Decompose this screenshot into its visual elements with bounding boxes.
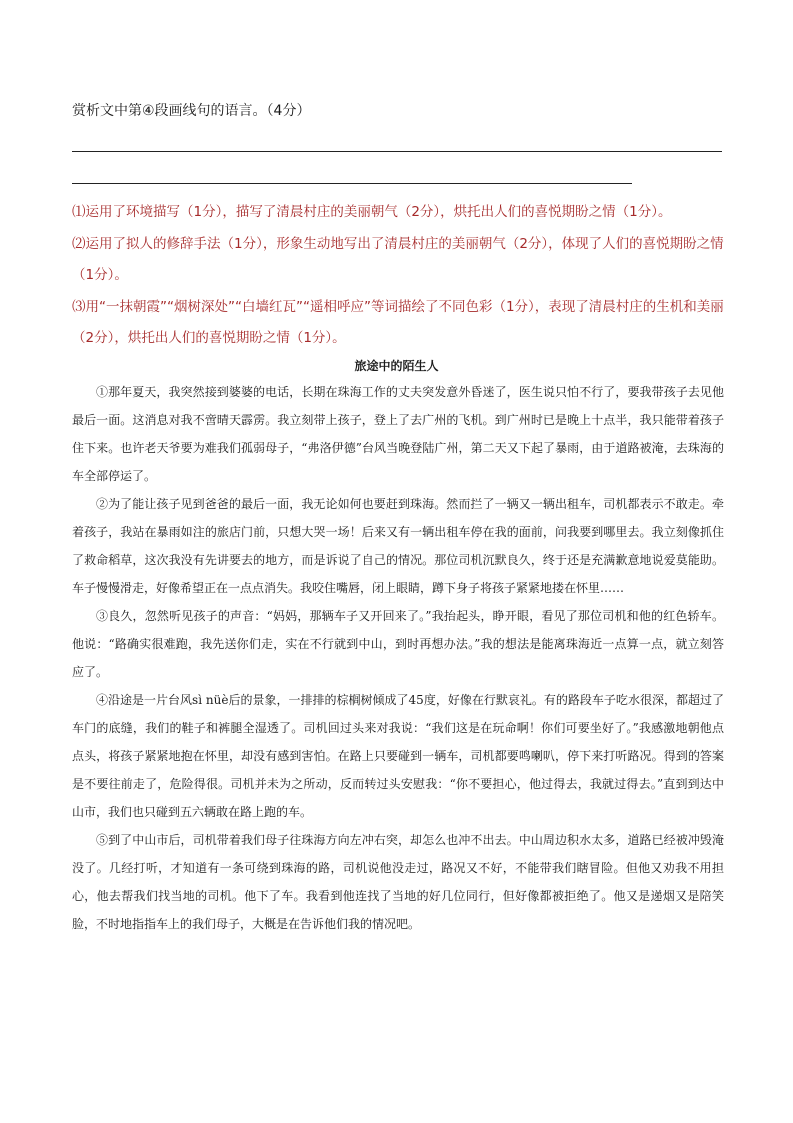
answer-blank-line-1 (72, 151, 722, 152)
answer-key-item-3: ⑶用“一抹朝霞”“烟树深处”“白墙红瓦”“遥相呼应”等词描绘了不同色彩（1分），表现了清晨村庄的生机和美丽（2分），烘托出人们的喜悦期盼之情（1分）。 (72, 298, 724, 346)
answer-key-item-1: ⑴运用了环境描写（1分），描写了清晨村庄的美丽朝气（2分），烘托出人们的喜悦期盼之情（1分）。 (72, 204, 672, 220)
answer-key-item-2: ⑵运用了拟人的修辞手法（1分），形象生动地写出了清晨村庄的美丽朝气（2分），体现了人们的喜悦期盼之情（1分）。 (72, 235, 724, 283)
answer-key (72, 197, 724, 355)
story-paragraph-2: ②为了能让孩子见到爸爸的最后一面，我无论如何也要赶到珠海。然而拦了一辆又一辆出租车，司机都表示不敢走。牵着孩子，我站在暴雨如注的旅店门前，只想大哭一场！后来又有一辆出租车停在我的面前，问我要到哪里去。我立刻像抓住了救命稻草，这次我没有先讲要去的地方，而是诉说了自己的情况。那位司机沉默良久，终于还是充满歉意地说爱莫能助。车子慢慢滑走，好像希望正在一点点消失。我咬住嘴唇，闭上眼睛，蹲下身子将孩子紧紧地搂在怀里…… (72, 497, 724, 595)
story-body (72, 378, 724, 938)
story-paragraph-1: ①那年夏天，我突然接到婆婆的电话，长期在珠海工作的丈夫突发意外昏迷了，医生说只怕不行了，要我带孩子去见他最后一面。这消息对我不啻晴天霹雳。我立刻带上孩子，登上了去广州的飞机。到广州时已是晚上十点半，我只能带着孩子住下来。也许老天爷要为难我们孤弱母子，“弗洛伊德”台风当晚登陆广州，第二天又下起了暴雨，由于道路被淹，去珠海的车全部停运了。 (72, 385, 724, 483)
story-paragraph-5: ⑤到了中山市后，司机带着我们母子往珠海方向左冲右突，却怎么也冲不出去。中山周边积水太多，道路已经被冲毁淹没了。几经打听，才知道有一条可绕到珠海的路，司机说他没走过，路况又不好，不能带我们瞎冒险。但他又劝我不用担心，他去帮我们找当地的司机。他下了车。我看到他连找了当地的好几位同行，但好像都被拒绝了。他又是递烟又是陪笑脸，不时地指指车上的我们母子，大概是在告诉他们我的情况吧。 (72, 833, 724, 931)
story-paragraph-3: ③良久，忽然听见孩子的声音：“妈妈，那辆车子又开回来了。”我抬起头，睁开眼，看见了那位司机和他的红色轿车。他说：“路确实很难跑，我先送你们走，实在不行就到中山，到时再想办法。”我的想法是能离珠海近一点算一点，就立刻答应了。 (72, 609, 724, 679)
question-prompt: 赏析文中第④段画线句的语言。（4分） (72, 103, 311, 119)
story-paragraph-4: ④沿途是一片台风sì nüè后的景象，一排排的棕榈树倾成了45度，好像在行默哀礼。有的路段车子吃水很深，都超过了车门的底缝，我们的鞋子和裤腿全湿透了。司机回过头来对我说：“我们这是在玩命啊！你们可要坐好了。”我感激地朝他点点头，将孩子紧紧地抱在怀里，却没有感到害怕。在路上只要碰到一辆车，司机都要鸣喇叭，停下来打听路况。得到的答案是不要往前走了，危险得很。司机并未为之所动，反而转过头安慰我：“你不要担心，他过得去，我就过得去。”直到到达中山市，我们也只碰到五六辆敢在路上跑的车。 (72, 693, 724, 819)
answer-blank-line-2 (72, 183, 632, 184)
story-title: 旅途中的陌生人 (354, 359, 439, 373)
